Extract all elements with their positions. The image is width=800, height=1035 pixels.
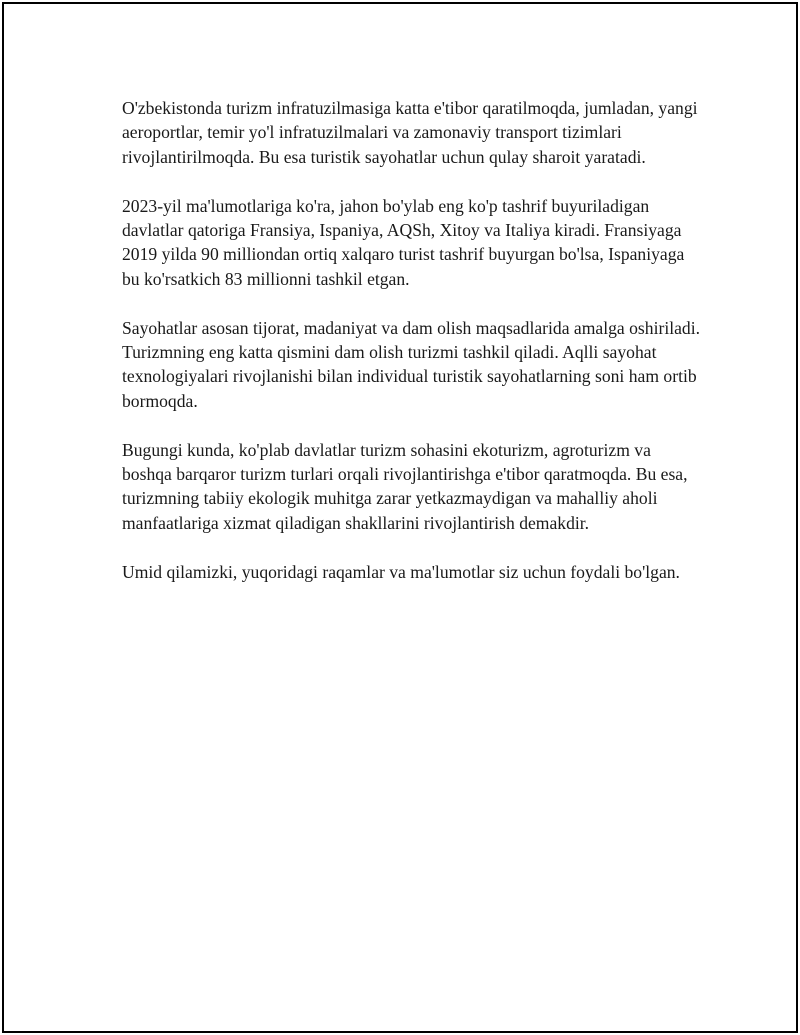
page-border <box>2 2 798 1033</box>
paragraph-top-destinations: 2023-yil ma'lumotlariga ko'ra, jahon bo'ylab eng ko'p tashrif buyuriladigan davlatlar qatoriga Fransiya, Ispaniya, AQSh, Xitoy va Italiya kiradi. Fransiyaga 2019 yilda 90 milliondan ortiq xalqaro turist tashrif buyurgan bo'lsa, Ispaniyaga bu ko'rsatkich 83 millionni tashkil etgan. <box>122 195 685 289</box>
document-body <box>122 96 702 608</box>
paragraph-closing: Umid qilamizki, yuqoridagi raqamlar va ma'lumotlar siz uchun foydali bo'lgan. <box>122 561 680 582</box>
paragraph-travel-purposes: Sayohatlar asosan tijorat, madaniyat va dam olish maqsadlarida amalga oshiriladi. Turizmning eng katta qismini dam olish turizmi tashkil qiladi. Aqlli sayohat texnologiyalari rivojlanishi bilan individual turistik sayohatlarning soni ham ortib bormoqda. <box>122 317 700 411</box>
paragraph-infrastructure: O'zbekistonda turizm infratuzilmasiga katta e'tibor qaratilmoqda, jumladan, yangi aeroportlar, temir yo'l infratuzilmalari va zamonaviy transport tizimlari rivojlantirilmoqda. Bu esa turistik sayohatlar uchun qulay sharoit yaratadi. <box>122 98 698 167</box>
paragraph-sustainable-tourism: Bugungi kunda, ko'plab davlatlar turizm sohasini ekoturizm, agroturizm va boshqa barqaror turizm turlari orqali rivojlantirishga e'tibor qaratmoqda. Bu esa, turizmning tabiiy ekologik muhitga zarar yetkazmaydigan va mahalliy aholi manfaatlariga xizmat qiladigan shakllarini rivojlantirish demakdir. <box>122 439 688 533</box>
